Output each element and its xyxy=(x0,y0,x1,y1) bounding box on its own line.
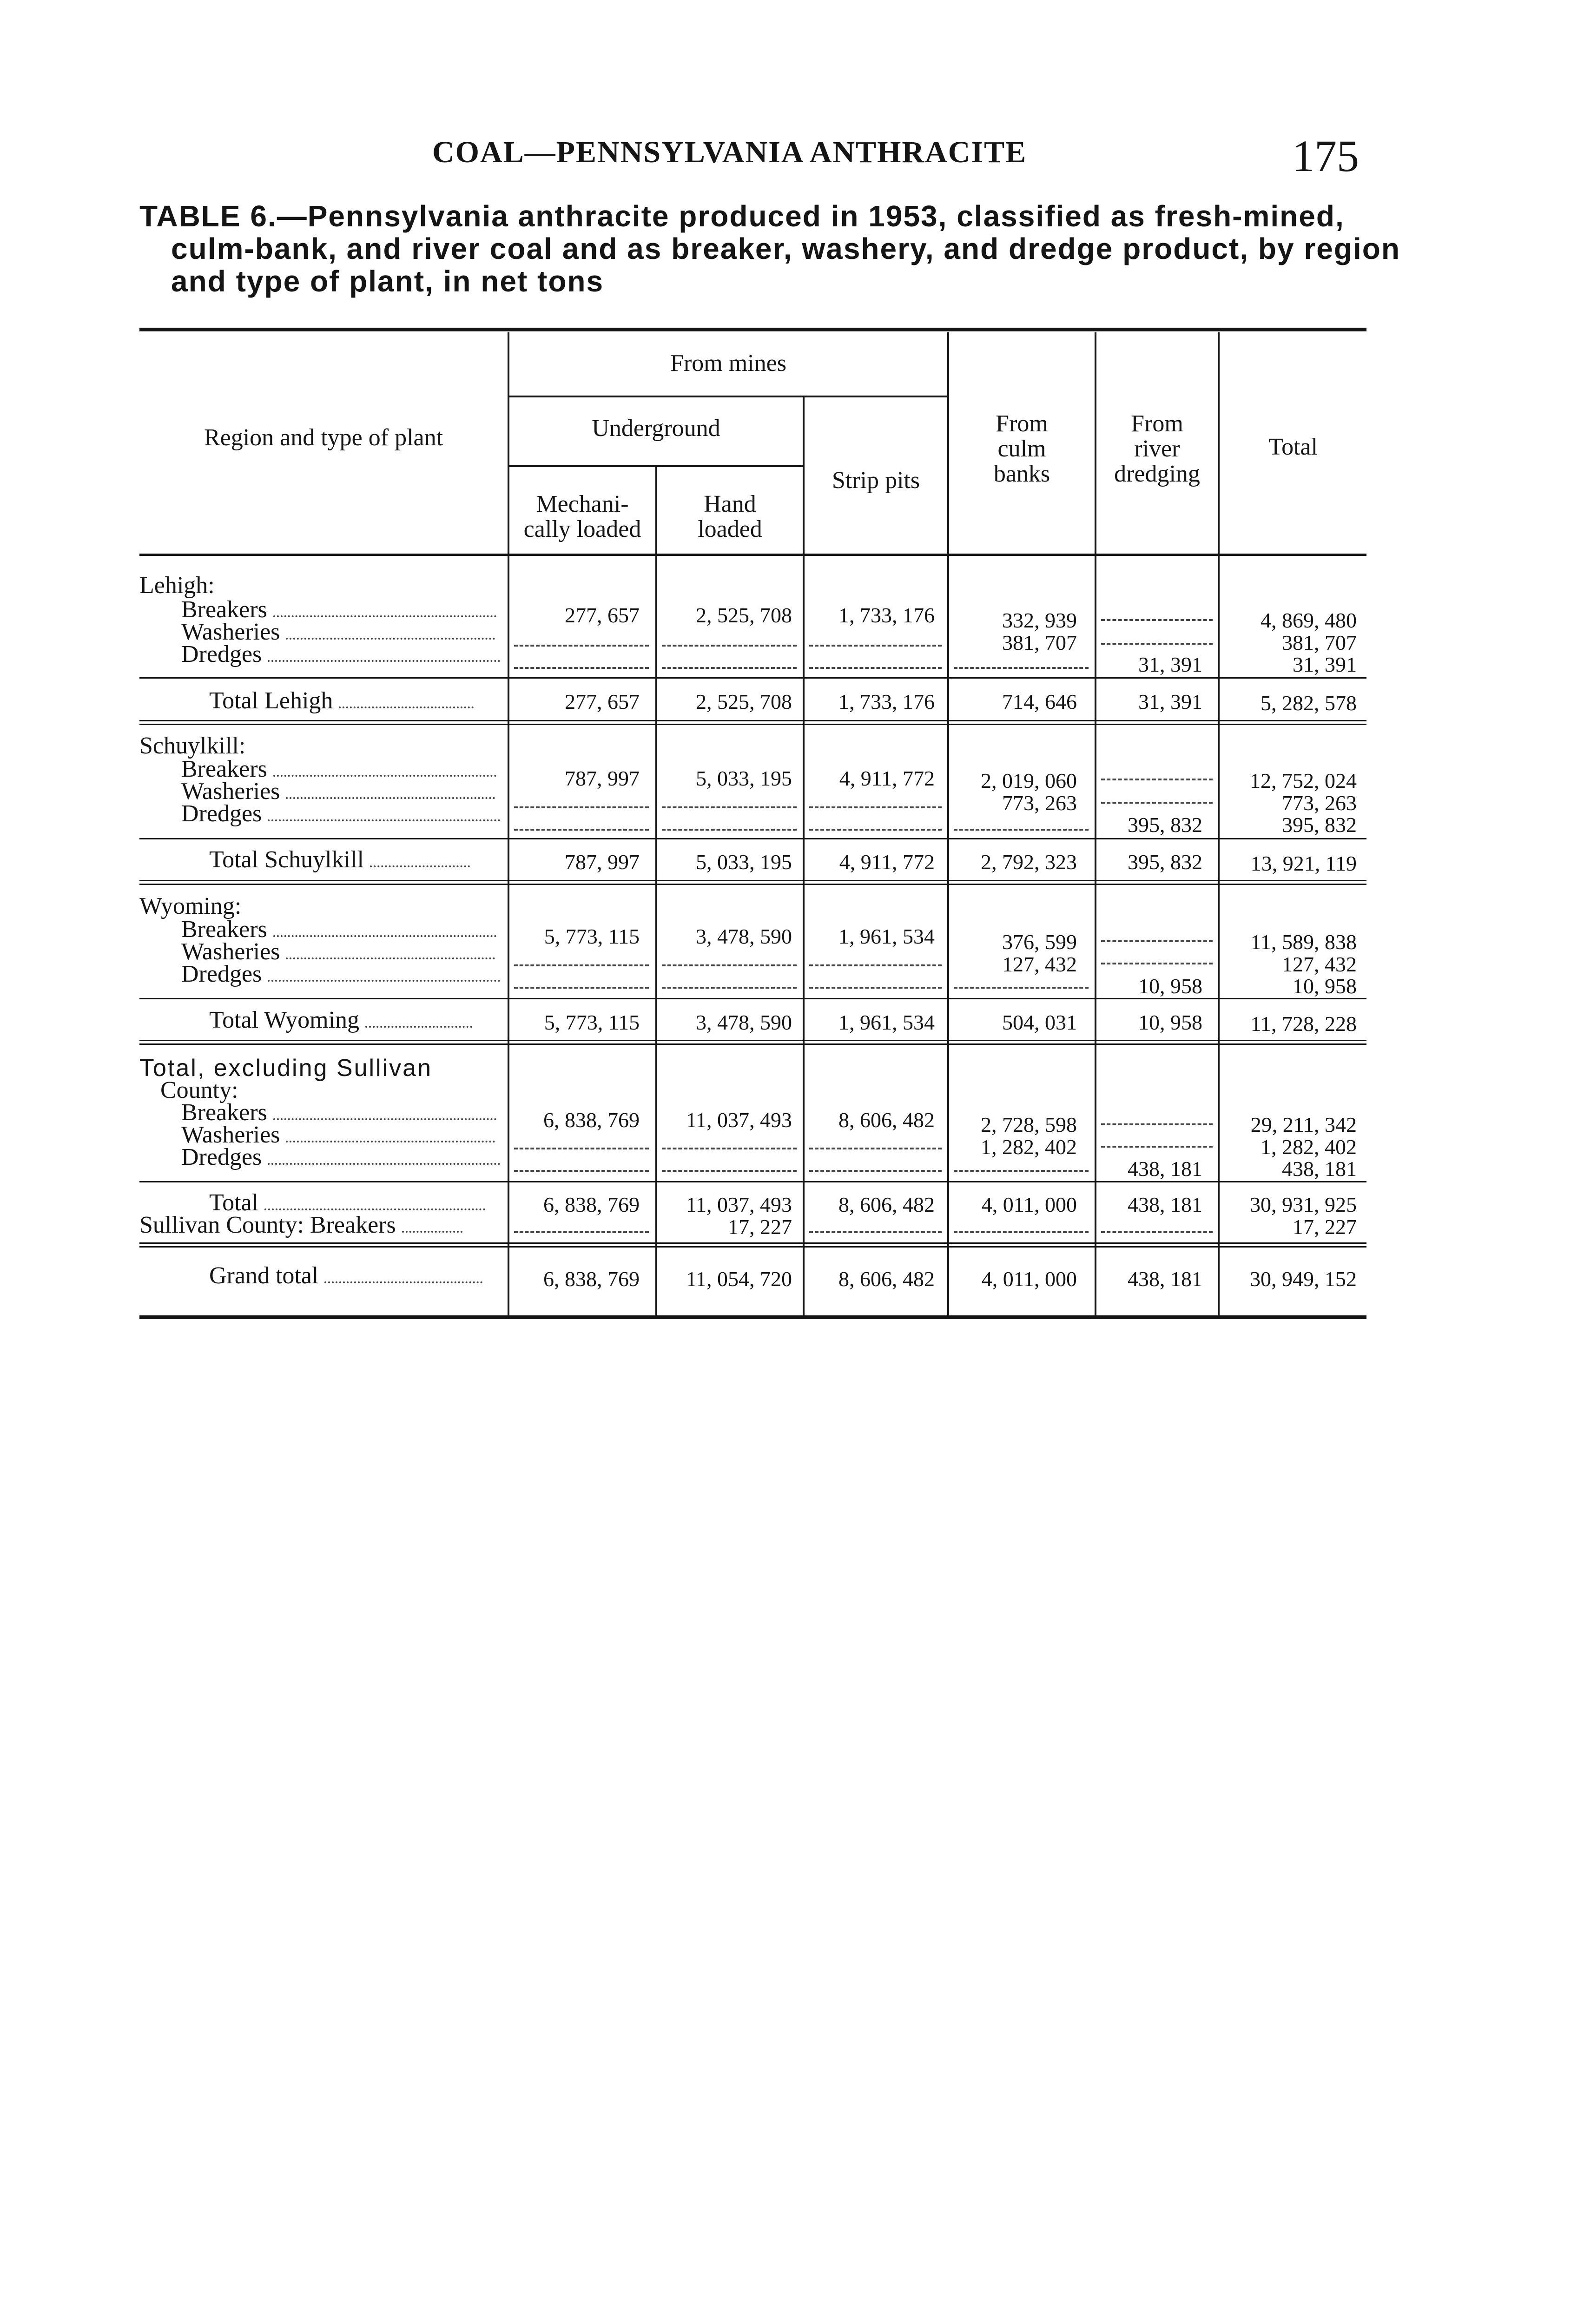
dash-leader xyxy=(954,829,1089,831)
dash-leader xyxy=(662,1148,797,1149)
region-label: Total, excluding Sullivan xyxy=(139,1055,432,1082)
dash-leader xyxy=(1101,643,1213,645)
row-label-text: Washeries xyxy=(181,938,280,965)
cell: 277, 657 xyxy=(565,603,640,627)
cell: 11, 037, 493 xyxy=(686,1193,792,1216)
dash-leader xyxy=(514,645,649,647)
dash-leader xyxy=(514,667,649,669)
header-line: Mechani- xyxy=(536,491,629,517)
cell: 5, 033, 195 xyxy=(696,766,792,790)
dash-leader xyxy=(662,964,797,966)
cell: 2, 525, 708 xyxy=(696,690,792,713)
cell: 773, 263 xyxy=(1282,791,1357,815)
cell: 8, 606, 482 xyxy=(838,1267,935,1291)
total-double-rule xyxy=(139,1040,1366,1041)
dash-leader xyxy=(514,806,649,808)
cell: 17, 227 xyxy=(1293,1215,1357,1239)
row-label xyxy=(181,621,502,644)
page-header xyxy=(0,130,1584,186)
dash-leader xyxy=(954,1231,1089,1233)
cell: 2, 728, 598 xyxy=(981,1113,1077,1136)
dash-leader xyxy=(662,806,797,808)
total-double-rule xyxy=(139,1242,1366,1244)
region-label: County: xyxy=(160,1077,238,1103)
subtotal-rule xyxy=(139,838,1366,839)
dash-leader xyxy=(1101,779,1213,780)
row-label xyxy=(139,1214,507,1237)
table-caption: TABLE 6.—Pennsylvania anthracite produced in 1953, classified as fresh-mined, culm-bank, and river coal and as breaker, washery, and dredge product, by region and type of plant, in net tons xyxy=(139,199,1400,298)
dash-leader xyxy=(1101,619,1213,621)
cell: 4, 911, 772 xyxy=(839,850,935,874)
page-number: 175 xyxy=(1292,131,1359,181)
total-double-rule xyxy=(139,880,1366,881)
cell: 10, 958 xyxy=(1293,974,1357,998)
dash-leader xyxy=(662,987,797,989)
cell: 13, 921, 119 xyxy=(1250,852,1357,875)
cell: 10, 958 xyxy=(1138,1010,1202,1034)
river-dredging-header xyxy=(1096,411,1218,487)
row-label-text: Washeries xyxy=(181,1122,280,1148)
row-label-text: Washeries xyxy=(181,778,280,805)
underground-header: Underground xyxy=(592,415,720,442)
dash-leader xyxy=(662,829,797,831)
header-line: cally loaded xyxy=(523,516,641,542)
row-label-text: Breakers xyxy=(181,756,267,782)
row-label xyxy=(181,780,502,803)
cell: 714, 646 xyxy=(1002,690,1077,713)
dash-leader xyxy=(514,829,649,831)
subtotal-rule xyxy=(139,998,1366,999)
dash-leader xyxy=(809,964,942,966)
cell: 395, 832 xyxy=(1128,813,1202,837)
total-row-label xyxy=(209,689,507,713)
strip-pits-header: Strip pits xyxy=(832,467,920,494)
cell: 30, 949, 152 xyxy=(1250,1267,1357,1291)
cell: 17, 227 xyxy=(728,1215,792,1239)
row-label-text: Dredges xyxy=(181,961,262,987)
cell: 504, 031 xyxy=(1002,1010,1077,1034)
cell: 2, 019, 060 xyxy=(981,769,1077,792)
cell: 8, 606, 482 xyxy=(838,1108,935,1132)
header-bottom-rule xyxy=(139,554,1366,556)
header-line: culm xyxy=(997,436,1046,462)
header-line: From xyxy=(1131,410,1183,437)
cell: 4, 011, 000 xyxy=(981,1267,1077,1291)
col-separator xyxy=(655,467,657,1315)
dash-leader xyxy=(954,1170,1089,1172)
dash-leader xyxy=(514,964,649,966)
dash-leader xyxy=(809,1148,942,1149)
dash-leader xyxy=(954,987,1089,989)
dash-leader xyxy=(1101,963,1213,964)
cell: 3, 478, 590 xyxy=(696,924,792,948)
row-label xyxy=(181,1123,502,1147)
row-label-text: Sullivan County: Breakers xyxy=(139,1212,396,1238)
row-label-text: Dredges xyxy=(181,800,262,827)
cell: 2, 525, 708 xyxy=(696,603,792,627)
row-label-text: Total Schuylkill xyxy=(209,846,364,873)
cell: 381, 707 xyxy=(1002,631,1077,654)
dash-leader xyxy=(514,1170,649,1172)
cell: 127, 432 xyxy=(1002,952,1077,976)
total-row-label xyxy=(209,848,507,872)
dash-leader xyxy=(1101,1146,1213,1148)
table-top-rule xyxy=(139,328,1366,331)
total-row-label xyxy=(209,1191,507,1215)
cell: 376, 599 xyxy=(1002,930,1077,954)
cell: 11, 728, 228 xyxy=(1250,1012,1357,1036)
dash-leader xyxy=(662,645,797,647)
cell: 6, 838, 769 xyxy=(543,1108,640,1132)
header-line: dredging xyxy=(1114,461,1200,487)
cell: 10, 958 xyxy=(1138,974,1202,998)
total-double-rule xyxy=(139,1246,1366,1248)
subtotal-rule xyxy=(139,677,1366,679)
subtotal-rule xyxy=(139,1181,1366,1182)
row-label-text: Breakers xyxy=(181,916,267,943)
header-line: Hand xyxy=(704,491,756,517)
total-header: Total xyxy=(1268,434,1318,460)
cell: 11, 037, 493 xyxy=(686,1108,792,1132)
dash-leader xyxy=(809,1231,942,1233)
cell: 29, 211, 342 xyxy=(1250,1113,1357,1136)
row-label-text: Total xyxy=(209,1189,259,1216)
cell: 5, 033, 195 xyxy=(696,850,792,874)
region-label: Lehigh: xyxy=(139,572,215,599)
cell: 395, 832 xyxy=(1128,850,1202,874)
cell: 438, 181 xyxy=(1128,1193,1202,1216)
total-row-label xyxy=(209,1009,507,1032)
row-label-text: Total Wyoming xyxy=(209,1007,360,1033)
cell: 1, 282, 402 xyxy=(1261,1135,1357,1159)
cell: 381, 707 xyxy=(1282,631,1357,654)
header-line: loaded xyxy=(698,516,762,542)
cell: 31, 391 xyxy=(1293,653,1357,676)
cell: 2, 792, 323 xyxy=(981,850,1077,874)
cell: 438, 181 xyxy=(1282,1157,1357,1181)
cell: 1, 733, 176 xyxy=(838,690,935,713)
dash-leader xyxy=(662,667,797,669)
running-head: COAL—PENNSYLVANIA ANTHRACITE xyxy=(432,135,1027,169)
dash-leader xyxy=(809,806,942,808)
row-label-text: Grand total xyxy=(209,1262,319,1289)
cell: 277, 657 xyxy=(565,690,640,713)
dash-leader xyxy=(662,1170,797,1172)
cell: 438, 181 xyxy=(1128,1267,1202,1291)
dash-leader xyxy=(809,645,942,647)
cell: 1, 733, 176 xyxy=(838,603,935,627)
row-label xyxy=(181,963,502,986)
grand-total-label xyxy=(209,1264,507,1287)
row-label xyxy=(181,1101,502,1124)
cell: 332, 939 xyxy=(1002,608,1077,632)
cell: 4, 911, 772 xyxy=(839,766,935,790)
anthracite-table xyxy=(139,328,1366,1320)
cell: 5, 773, 115 xyxy=(544,924,640,948)
cell: 4, 869, 480 xyxy=(1261,608,1357,632)
header-line: banks xyxy=(993,461,1050,487)
dash-leader xyxy=(1101,1231,1213,1233)
hand-loaded-header xyxy=(657,492,803,542)
cell: 1, 961, 534 xyxy=(838,924,935,948)
dash-leader xyxy=(514,1148,649,1149)
col-separator xyxy=(508,332,509,1315)
row-label xyxy=(181,643,502,666)
row-label xyxy=(181,758,502,781)
cell: 4, 011, 000 xyxy=(981,1193,1077,1216)
dash-leader xyxy=(1101,802,1213,804)
dash-leader xyxy=(809,987,942,989)
culm-banks-header xyxy=(949,411,1095,487)
header-line: From xyxy=(996,410,1048,437)
dash-leader xyxy=(514,1231,649,1233)
row-label-text: Breakers xyxy=(181,1099,267,1126)
cell: 30, 931, 925 xyxy=(1250,1193,1357,1216)
row-label xyxy=(181,598,502,621)
cell: 5, 282, 578 xyxy=(1261,691,1357,715)
cell: 395, 832 xyxy=(1282,813,1357,837)
row-label xyxy=(181,1146,502,1169)
cell: 11, 054, 720 xyxy=(686,1267,792,1291)
dash-leader xyxy=(809,667,942,669)
mechanically-loaded-header xyxy=(509,492,655,542)
cell: 31, 391 xyxy=(1138,653,1202,676)
region-label: Wyoming: xyxy=(139,893,242,919)
cell: 438, 181 xyxy=(1128,1157,1202,1181)
cell: 1, 282, 402 xyxy=(981,1135,1077,1159)
cell: 5, 773, 115 xyxy=(544,1010,640,1034)
cell: 11, 589, 838 xyxy=(1250,930,1357,954)
cell: 6, 838, 769 xyxy=(543,1193,640,1216)
total-double-rule xyxy=(139,884,1366,885)
region-label: Schuylkill: xyxy=(139,733,246,759)
dash-leader xyxy=(954,667,1089,669)
cell: 31, 391 xyxy=(1138,690,1202,713)
cell: 8, 606, 482 xyxy=(838,1193,935,1216)
cell: 787, 997 xyxy=(565,766,640,790)
row-label xyxy=(181,802,502,825)
row-label-text: Dredges xyxy=(181,1144,262,1170)
cell: 773, 263 xyxy=(1002,791,1077,815)
total-double-rule xyxy=(139,1043,1366,1045)
total-double-rule xyxy=(139,724,1366,725)
row-label-text: Washeries xyxy=(181,619,280,645)
table-bottom-rule xyxy=(139,1315,1366,1319)
total-double-rule xyxy=(139,720,1366,721)
dash-leader xyxy=(809,829,942,831)
row-label-text: Dredges xyxy=(181,641,262,667)
dash-leader xyxy=(1101,1123,1213,1125)
stub-header: Region and type of plant xyxy=(204,424,443,451)
dash-leader xyxy=(809,1170,942,1172)
row-label xyxy=(181,918,502,941)
cell: 12, 752, 024 xyxy=(1250,769,1357,792)
row-label xyxy=(181,940,502,964)
header-rule xyxy=(509,465,803,467)
cell: 787, 997 xyxy=(565,850,640,874)
cell: 127, 432 xyxy=(1282,952,1357,976)
row-label-text: Total Lehigh xyxy=(209,687,333,714)
header-line: river xyxy=(1134,436,1180,462)
row-label-text: Breakers xyxy=(181,596,267,623)
dash-leader xyxy=(1101,940,1213,942)
from-mines-header: From mines xyxy=(670,350,786,376)
cell: 1, 961, 534 xyxy=(838,1010,935,1034)
dash-leader xyxy=(514,987,649,989)
header-rule xyxy=(509,396,947,397)
cell: 6, 838, 769 xyxy=(543,1267,640,1291)
cell: 3, 478, 590 xyxy=(696,1010,792,1034)
